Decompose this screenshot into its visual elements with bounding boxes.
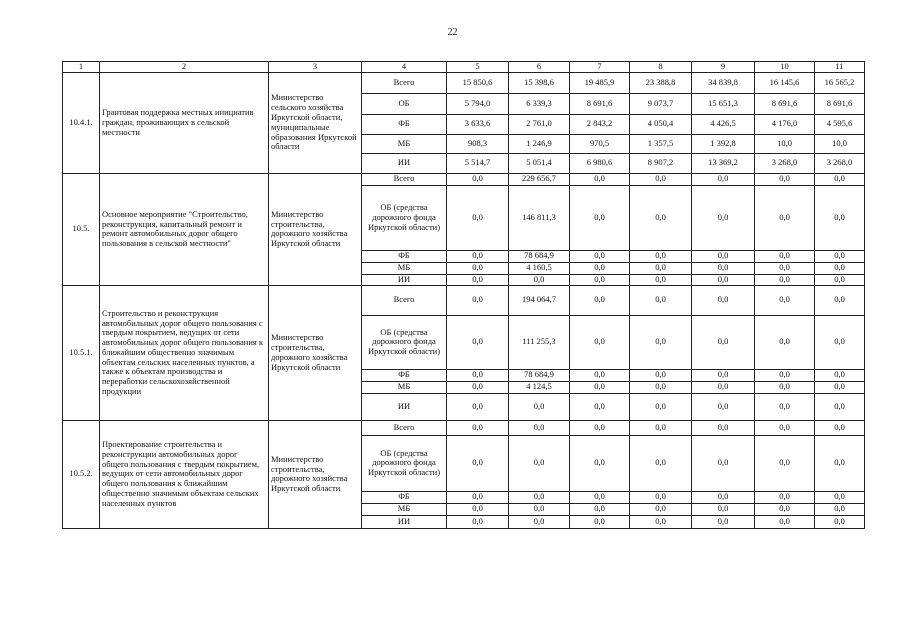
amount-cell: 0,0 (755, 420, 815, 435)
amount-cell: 0,0 (692, 173, 755, 185)
funding-source: Всего (362, 72, 447, 93)
amount-cell: 0,0 (630, 435, 692, 491)
amount-cell: 0,0 (692, 393, 755, 420)
item-number: 10.5. (63, 173, 100, 285)
column-number: 11 (815, 62, 865, 73)
amount-cell: 16 565,2 (815, 72, 865, 93)
funding-source: ОБ (средства дорожного фонда Иркутской области) (362, 185, 447, 250)
column-number: 1 (63, 62, 100, 73)
amount-cell: 0,0 (630, 369, 692, 381)
amount-cell: 0,0 (815, 381, 865, 393)
amount-cell: 0,0 (755, 262, 815, 274)
amount-cell: 0,0 (447, 420, 509, 435)
amount-cell: 0,0 (570, 315, 630, 369)
amount-cell: 3 633,6 (447, 114, 509, 134)
item-title: Основное мероприятие "Строительство, реконструкция, капитальный ремонт и ремонт автомобильных дорог общего пользования в сельской местности" (100, 173, 269, 285)
amount-cell: 10,0 (755, 134, 815, 153)
funding-source: Всего (362, 285, 447, 315)
amount-cell: 0,0 (815, 503, 865, 515)
amount-cell: 0,0 (755, 393, 815, 420)
amount-cell: 4 595,6 (815, 114, 865, 134)
funding-source: ОБ (средства дорожного фонда Иркутской области) (362, 435, 447, 491)
amount-cell: 0,0 (815, 185, 865, 250)
column-number: 8 (630, 62, 692, 73)
amount-cell: 0,0 (755, 315, 815, 369)
amount-cell: 146 811,3 (509, 185, 570, 250)
amount-cell: 2 843,2 (570, 114, 630, 134)
item-number: 10.4.1. (63, 72, 100, 173)
amount-cell: 8 691,6 (570, 93, 630, 114)
amount-cell: 2 761,0 (509, 114, 570, 134)
amount-cell: 1 392,8 (692, 134, 755, 153)
amount-cell: 0,0 (630, 285, 692, 315)
amount-cell: 0,0 (692, 503, 755, 515)
amount-cell: 15 651,3 (692, 93, 755, 114)
amount-cell: 0,0 (447, 491, 509, 503)
amount-cell: 6 980,6 (570, 153, 630, 173)
amount-cell: 4 426,5 (692, 114, 755, 134)
amount-cell: 16 145,6 (755, 72, 815, 93)
amount-cell: 0,0 (755, 435, 815, 491)
amount-cell: 1 246,9 (509, 134, 570, 153)
amount-cell: 0,0 (570, 285, 630, 315)
amount-cell: 0,0 (570, 435, 630, 491)
amount-cell: 0,0 (447, 185, 509, 250)
funding-source: ФБ (362, 491, 447, 503)
amount-cell: 0,0 (755, 173, 815, 185)
amount-cell: 8 691,6 (755, 93, 815, 114)
amount-cell: 0,0 (570, 185, 630, 250)
amount-cell: 194 064,7 (509, 285, 570, 315)
amount-cell: 78 684,9 (509, 369, 570, 381)
amount-cell: 0,0 (447, 274, 509, 285)
item-executor: Министерство строительства, дорожного хозяйства Иркутской области (269, 285, 362, 420)
funding-source: ФБ (362, 250, 447, 262)
column-number: 10 (755, 62, 815, 73)
page-number: 22 (447, 27, 458, 38)
budget-table (62, 61, 865, 529)
amount-cell: 0,0 (447, 435, 509, 491)
amount-cell: 0,0 (755, 285, 815, 315)
amount-cell: 111 255,3 (509, 315, 570, 369)
amount-cell: 0,0 (692, 185, 755, 250)
amount-cell: 0,0 (692, 491, 755, 503)
funding-source: Всего (362, 173, 447, 185)
amount-cell: 0,0 (509, 274, 570, 285)
amount-cell: 0,0 (509, 393, 570, 420)
amount-cell: 0,0 (570, 274, 630, 285)
amount-cell: 0,0 (755, 503, 815, 515)
funding-source: ОБ (средства дорожного фонда Иркутской области) (362, 315, 447, 369)
amount-cell: 8 907,2 (630, 153, 692, 173)
column-number: 4 (362, 62, 447, 73)
amount-cell: 23 388,8 (630, 72, 692, 93)
amount-cell: 0,0 (570, 381, 630, 393)
table-row (63, 420, 865, 435)
item-title: Строительство и реконструкция автомобильных дорог общего пользования с твердым покрытием, ведущих от сети автомобильных дорог общего пользования к ближайшим общественно значимым объектам сельских населенных пунктов, а также к объектам производства и переработки сельскохозяйственной продукции (100, 285, 269, 420)
amount-cell: 1 357,5 (630, 134, 692, 153)
amount-cell: 0,0 (755, 369, 815, 381)
amount-cell: 0,0 (755, 515, 815, 528)
amount-cell: 0,0 (630, 274, 692, 285)
amount-cell: 0,0 (509, 515, 570, 528)
amount-cell: 0,0 (570, 420, 630, 435)
amount-cell: 0,0 (447, 173, 509, 185)
amount-cell: 0,0 (509, 420, 570, 435)
amount-cell: 0,0 (815, 515, 865, 528)
amount-cell: 0,0 (692, 315, 755, 369)
funding-source: МБ (362, 134, 447, 153)
funding-source: ОБ (362, 93, 447, 114)
amount-cell: 0,0 (755, 250, 815, 262)
amount-cell: 0,0 (509, 503, 570, 515)
amount-cell: 0,0 (815, 173, 865, 185)
amount-cell: 9 073,7 (630, 93, 692, 114)
column-number-row (63, 62, 865, 73)
amount-cell: 0,0 (692, 420, 755, 435)
amount-cell: 0,0 (630, 315, 692, 369)
funding-source: ФБ (362, 369, 447, 381)
amount-cell: 0,0 (692, 250, 755, 262)
table-body (63, 62, 865, 529)
amount-cell: 6 339,3 (509, 93, 570, 114)
amount-cell: 0,0 (815, 262, 865, 274)
amount-cell: 0,0 (815, 369, 865, 381)
amount-cell: 0,0 (815, 285, 865, 315)
amount-cell: 5 051,4 (509, 153, 570, 173)
amount-cell: 0,0 (570, 369, 630, 381)
amount-cell: 4 050,4 (630, 114, 692, 134)
amount-cell: 0,0 (692, 285, 755, 315)
funding-source: МБ (362, 503, 447, 515)
amount-cell: 5 514,7 (447, 153, 509, 173)
item-number: 10.5.2. (63, 420, 100, 528)
column-number: 3 (269, 62, 362, 73)
amount-cell: 0,0 (570, 262, 630, 274)
amount-cell: 0,0 (815, 315, 865, 369)
amount-cell: 0,0 (570, 173, 630, 185)
amount-cell: 0,0 (447, 315, 509, 369)
amount-cell: 0,0 (692, 435, 755, 491)
amount-cell: 0,0 (755, 491, 815, 503)
amount-cell: 0,0 (570, 503, 630, 515)
amount-cell: 15 850,6 (447, 72, 509, 93)
amount-cell: 0,0 (815, 250, 865, 262)
amount-cell: 34 839,8 (692, 72, 755, 93)
column-number: 7 (570, 62, 630, 73)
item-number: 10.5.1. (63, 285, 100, 420)
amount-cell: 0,0 (509, 435, 570, 491)
amount-cell: 15 398,6 (509, 72, 570, 93)
amount-cell: 4 124,5 (509, 381, 570, 393)
amount-cell: 0,0 (692, 381, 755, 393)
item-executor: Министерство сельского хозяйства Иркутской области, муниципальные образования Иркутской области (269, 72, 362, 173)
amount-cell: 4 160,5 (509, 262, 570, 274)
amount-cell: 4 176,0 (755, 114, 815, 134)
amount-cell: 0,0 (755, 274, 815, 285)
amount-cell: 0,0 (630, 393, 692, 420)
column-number: 9 (692, 62, 755, 73)
item-executor: Министерство строительства, дорожного хозяйства Иркутской области (269, 420, 362, 528)
column-number: 5 (447, 62, 509, 73)
amount-cell: 0,0 (755, 185, 815, 250)
amount-cell: 3 268,0 (815, 153, 865, 173)
funding-source: ИИ (362, 153, 447, 173)
column-number: 2 (100, 62, 269, 73)
table-row (63, 173, 865, 185)
amount-cell: 3 268,0 (755, 153, 815, 173)
amount-cell: 19 485,9 (570, 72, 630, 93)
amount-cell: 908,3 (447, 134, 509, 153)
column-number: 6 (509, 62, 570, 73)
funding-source: МБ (362, 262, 447, 274)
amount-cell: 0,0 (815, 393, 865, 420)
amount-cell: 0,0 (692, 262, 755, 274)
amount-cell: 0,0 (509, 491, 570, 503)
amount-cell: 0,0 (630, 185, 692, 250)
amount-cell: 0,0 (755, 381, 815, 393)
funding-source: ИИ (362, 274, 447, 285)
item-executor: Министерство строительства, дорожного хозяйства Иркутской области (269, 173, 362, 285)
amount-cell: 78 684,9 (509, 250, 570, 262)
funding-source: МБ (362, 381, 447, 393)
amount-cell: 0,0 (447, 369, 509, 381)
amount-cell: 0,0 (630, 503, 692, 515)
amount-cell: 0,0 (447, 503, 509, 515)
amount-cell: 0,0 (447, 250, 509, 262)
amount-cell: 0,0 (447, 515, 509, 528)
amount-cell: 0,0 (570, 250, 630, 262)
funding-source: ИИ (362, 515, 447, 528)
amount-cell: 0,0 (570, 393, 630, 420)
amount-cell: 0,0 (815, 491, 865, 503)
amount-cell: 0,0 (815, 435, 865, 491)
amount-cell: 0,0 (692, 515, 755, 528)
amount-cell: 229 656,7 (509, 173, 570, 185)
amount-cell: 0,0 (447, 381, 509, 393)
amount-cell: 0,0 (630, 173, 692, 185)
amount-cell: 5 794,0 (447, 93, 509, 114)
amount-cell: 0,0 (815, 274, 865, 285)
amount-cell: 0,0 (815, 420, 865, 435)
item-title: Проектирование строительства и реконструкции автомобильных дорог общего пользования с твердым покрытием, ведущих от сети автомобильных дорог общего пользования к ближайшим общественно значимым объектам сельских населенных пунктов (100, 420, 269, 528)
funding-source: ФБ (362, 114, 447, 134)
table-row (63, 285, 865, 315)
amount-cell: 0,0 (630, 491, 692, 503)
amount-cell: 0,0 (570, 515, 630, 528)
table-row (63, 72, 865, 93)
amount-cell: 0,0 (447, 393, 509, 420)
amount-cell: 0,0 (447, 262, 509, 274)
funding-source: ИИ (362, 393, 447, 420)
amount-cell: 0,0 (570, 491, 630, 503)
amount-cell: 13 369,2 (692, 153, 755, 173)
amount-cell: 0,0 (447, 285, 509, 315)
amount-cell: 0,0 (630, 381, 692, 393)
item-title: Грантовая поддержка местных инициатив граждан, проживающих в сельской местности (100, 72, 269, 173)
amount-cell: 10,0 (815, 134, 865, 153)
amount-cell: 0,0 (630, 262, 692, 274)
amount-cell: 8 691,6 (815, 93, 865, 114)
amount-cell: 0,0 (692, 369, 755, 381)
amount-cell: 0,0 (630, 420, 692, 435)
amount-cell: 0,0 (692, 274, 755, 285)
amount-cell: 0,0 (630, 250, 692, 262)
funding-source: Всего (362, 420, 447, 435)
amount-cell: 970,5 (570, 134, 630, 153)
amount-cell: 0,0 (630, 515, 692, 528)
